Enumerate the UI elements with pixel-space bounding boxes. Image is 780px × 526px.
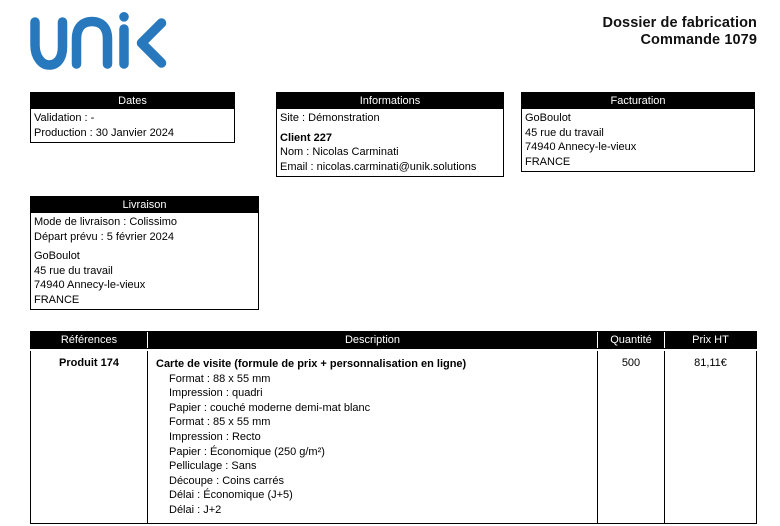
client-name: Nom : Nicolas Carminati <box>280 146 399 158</box>
col-header-price: Prix HT <box>665 332 756 348</box>
validation-date: Validation : - <box>34 112 95 124</box>
billing-company: GoBoulot <box>525 112 571 124</box>
col-header-references: Références <box>31 332 147 348</box>
description-detail: Impression : quadri <box>169 387 263 400</box>
shipping-departure: Départ prévu : 5 février 2024 <box>34 230 175 243</box>
logo-letter-n <box>77 22 108 65</box>
informations-box-content <box>277 109 503 176</box>
description-detail: Papier : couché moderne demi-mat blanc <box>169 401 371 414</box>
col-header-quantity: Quantité <box>598 332 664 348</box>
description-detail: Papier : Économique (250 g/m²) <box>169 445 325 458</box>
description-detail: Impression : Recto <box>169 430 261 443</box>
description-detail: Découpe : Coins carrés <box>169 474 284 487</box>
order-table <box>30 331 757 524</box>
product-price: 81,11€ <box>665 351 756 523</box>
unik-logo <box>30 12 167 70</box>
logo-letter-i-dot <box>119 12 129 22</box>
livraison-box-content <box>31 213 258 309</box>
informations-box <box>276 92 504 177</box>
shipping-street: 45 rue du travail <box>34 264 113 277</box>
shipping-method: Mode de livraison : Colissimo <box>34 216 178 228</box>
dates-box-content <box>31 109 234 142</box>
description-detail: Délai : Économique (J+5) <box>169 489 293 502</box>
description-detail: Pelliculage : Sans <box>169 460 257 473</box>
livraison-box-title: Livraison <box>31 197 258 213</box>
description-detail: Format : 88 x 55 mm <box>169 372 271 385</box>
product-description-title: Carte de visite (formule de prix + personnalisation en ligne) <box>156 358 467 370</box>
informations-box-title: Informations <box>277 93 503 109</box>
order-table-header <box>30 331 757 349</box>
facturation-box <box>521 92 755 172</box>
col-header-description: Description <box>148 332 597 348</box>
product-reference: Produit 174 <box>31 351 147 523</box>
doc-title-line1: Dossier de fabrication <box>602 15 757 31</box>
client-number: Client 227 <box>280 131 332 144</box>
logo-letter-k <box>142 23 162 63</box>
shipping-city: 74940 Annecy-le-vieux <box>34 279 146 291</box>
dates-box-title: Dates <box>31 93 234 109</box>
billing-street: 45 rue du travail <box>525 126 604 139</box>
production-date: Production : 30 Janvier 2024 <box>34 126 175 139</box>
billing-country: FRANCE <box>525 155 571 168</box>
client-email: Email : nicolas.carminati@unik.solutions <box>280 160 477 173</box>
shipping-country: FRANCE <box>34 293 80 306</box>
facturation-box-title: Facturation <box>522 93 754 109</box>
product-description <box>148 351 597 523</box>
facturation-box-content <box>522 109 754 171</box>
product-quantity: 500 <box>598 351 664 523</box>
description-detail: Délai : J+2 <box>169 503 222 516</box>
billing-city: 74940 Annecy-le-vieux <box>525 141 637 153</box>
table-row <box>30 351 757 524</box>
shipping-company: GoBoulot <box>34 250 80 262</box>
logo-letter-u <box>35 22 63 65</box>
dates-box <box>30 92 235 143</box>
livraison-box <box>30 196 259 310</box>
doc-title <box>603 15 758 48</box>
description-detail: Format : 85 x 55 mm <box>169 416 271 429</box>
site-line: Site : Démonstration <box>280 112 380 124</box>
doc-order-number: Commande 1079 <box>640 31 757 48</box>
